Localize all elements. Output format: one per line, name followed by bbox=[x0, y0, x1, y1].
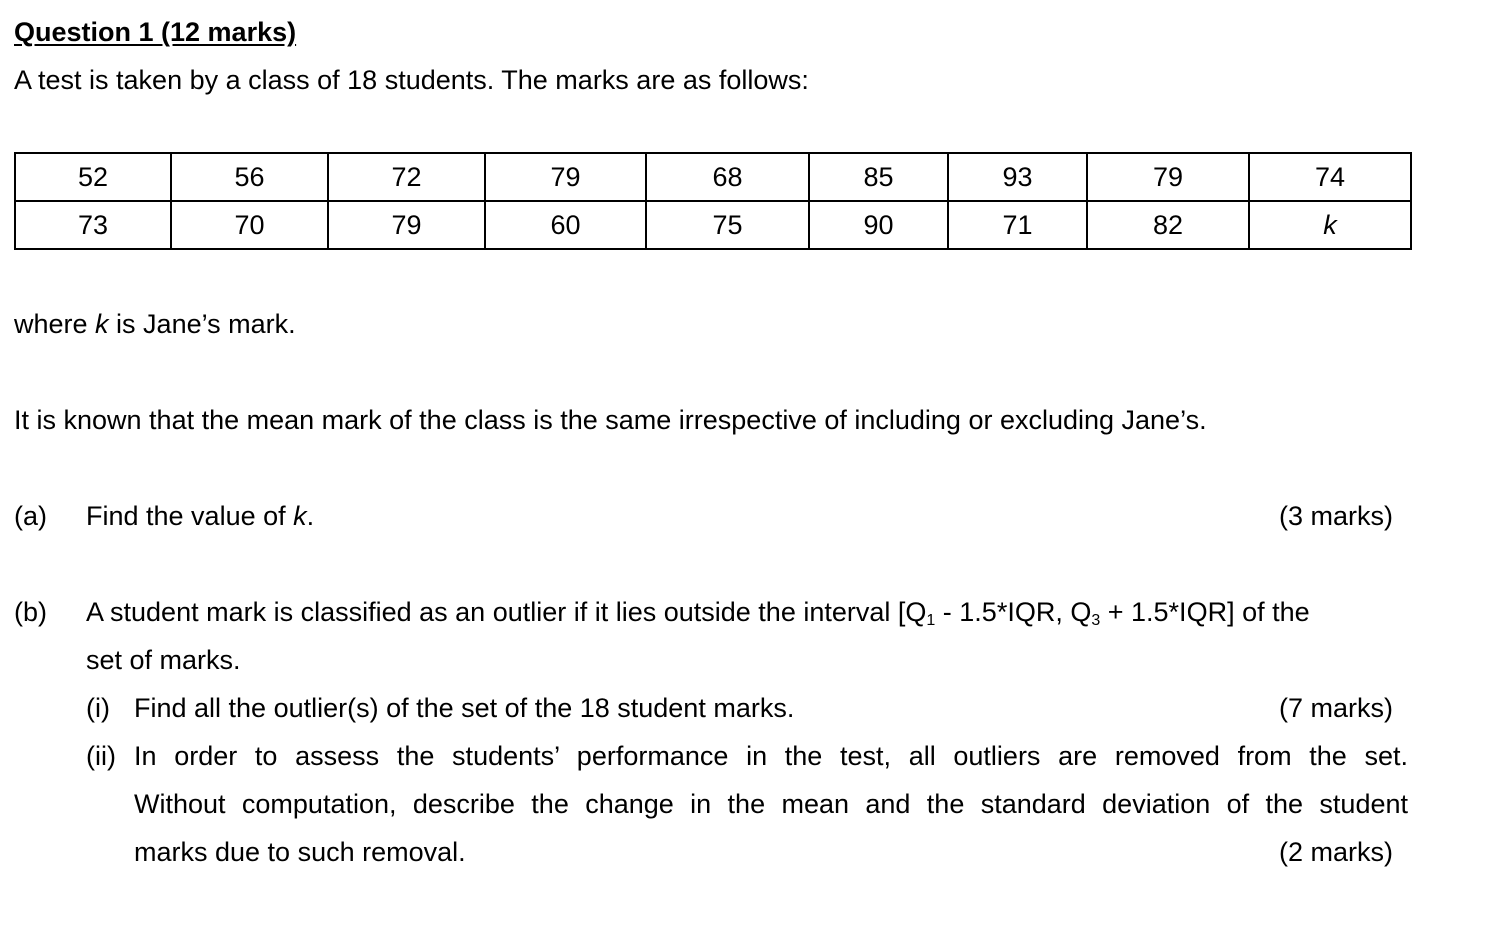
sub-i-label: (i) bbox=[86, 693, 110, 723]
table-cell: 60 bbox=[485, 201, 646, 249]
table-cell-jane: k bbox=[1249, 201, 1411, 249]
table-cell: 73 bbox=[15, 201, 171, 249]
part-a-pre: Find the value of bbox=[86, 501, 294, 531]
question-title: Question 1 (12 marks) bbox=[14, 17, 297, 47]
q3-subscript: 3 bbox=[1091, 612, 1101, 629]
table-cell: 82 bbox=[1087, 201, 1249, 249]
part-b-line2: set of marks. bbox=[86, 645, 241, 675]
table-cell: 70 bbox=[171, 201, 328, 249]
table-cell: 90 bbox=[809, 201, 948, 249]
marks-table bbox=[14, 152, 1412, 250]
table-row bbox=[15, 153, 1411, 201]
sub-i-marks: (7 marks) bbox=[1279, 693, 1393, 723]
table-cell: 79 bbox=[328, 201, 485, 249]
q1-subscript: 1 bbox=[926, 612, 936, 629]
table-cell: 74 bbox=[1249, 153, 1411, 201]
where-statement bbox=[14, 308, 296, 340]
table-cell: 68 bbox=[646, 153, 809, 201]
part-a-marks: (3 marks) bbox=[1279, 501, 1393, 531]
part-a-text bbox=[86, 500, 314, 532]
sub-i-text: Find all the outlier(s) of the set of the 18 student marks. bbox=[134, 693, 795, 723]
table-cell: 72 bbox=[328, 153, 485, 201]
where-pre: where bbox=[14, 309, 96, 339]
question-intro: A test is taken by a class of 18 students. The marks are as follows: bbox=[14, 65, 809, 95]
part-a-var: k bbox=[293, 501, 307, 531]
part-b-line1-post: + 1.5*IQR] of the bbox=[1100, 597, 1310, 627]
part-b-line1-pre: A student mark is classified as an outlier if it lies outside the interval [Q bbox=[86, 597, 927, 627]
sub-ii-line1: In order to assess the students’ performance in the test, all outliers are removed from the set. bbox=[134, 741, 1408, 771]
table-cell: 71 bbox=[948, 201, 1087, 249]
part-b-label: (b) bbox=[14, 597, 47, 627]
sub-ii-line2: Without computation, describe the change in the mean and the standard deviation of the student bbox=[134, 789, 1408, 819]
part-a-label: (a) bbox=[14, 501, 47, 531]
table-row bbox=[15, 201, 1411, 249]
where-var: k bbox=[95, 309, 109, 339]
part-a-post: . bbox=[306, 501, 315, 531]
where-post: is Jane’s mark. bbox=[108, 309, 296, 339]
sub-ii-marks: (2 marks) bbox=[1279, 837, 1393, 867]
table-cell: 56 bbox=[171, 153, 328, 201]
known-statement: It is known that the mean mark of the class is the same irrespective of including or excluding Jane’s. bbox=[14, 405, 1207, 435]
table-cell: 85 bbox=[809, 153, 948, 201]
table-cell: 93 bbox=[948, 153, 1087, 201]
sub-ii-label: (ii) bbox=[86, 741, 116, 771]
part-b-line1-mid: - 1.5*IQR, Q bbox=[935, 597, 1092, 627]
sub-ii-line3: marks due to such removal. bbox=[134, 837, 466, 867]
table-cell: 79 bbox=[1087, 153, 1249, 201]
table-cell: 79 bbox=[485, 153, 646, 201]
table-cell: 75 bbox=[646, 201, 809, 249]
part-b-line1 bbox=[86, 596, 1408, 628]
table-cell: 52 bbox=[15, 153, 171, 201]
